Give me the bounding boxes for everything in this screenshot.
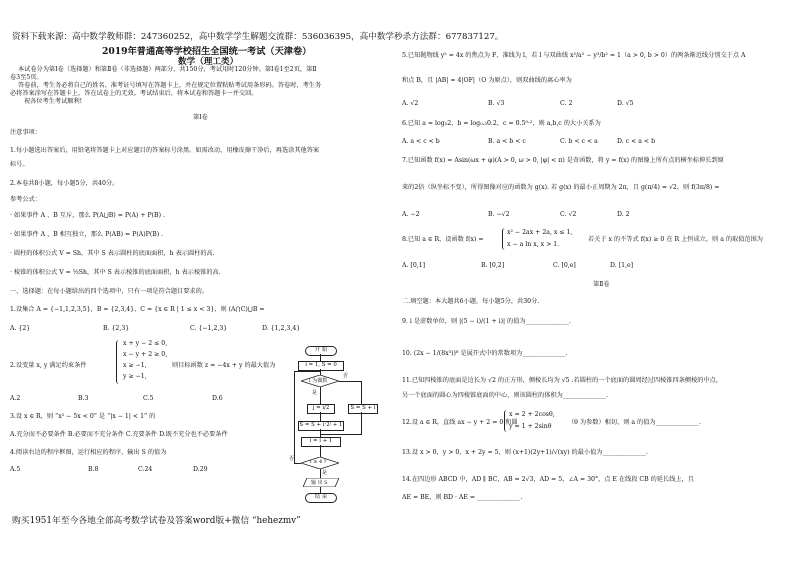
q7-stem-1: 7.已知函数 f(x) = Asin(ωx + φ)(A > 0, ω > 0, |φ| < π) 是奇函数，将 y = f(x) 的图像上所有点的横坐标伸长到原 [402, 157, 724, 164]
q7-stem-2: 来的2倍（纵坐标不变），所得图像对应的函数为 g(x). 若 g(x) 的最小正周期为 2π，且 g(π/4) = √2，则 f(3π/8) = [402, 184, 720, 191]
fc-connector [294, 371, 320, 372]
q2-stem-a: 2.设变量 x, y 满足约束条件 [10, 362, 87, 369]
part1-title: 第Ⅰ卷 [193, 114, 208, 121]
q3-stem: 3.设 x ∈ R，则 “x² − 5x < 0” 是 “|x − 1| < 1” 的 [10, 413, 156, 420]
fc-connector [320, 387, 321, 404]
q7-option-a: A. −2 [402, 211, 420, 218]
q2-constraint-3: x ≥ −1, [123, 362, 147, 369]
q5-stem-1: 5.已知抛物线 y² = 4x 的焦点为 F，准线为 l，若 l 与双曲线 x²/a² − y²/b² = 1（a > 0, b > 0）的两条渐近线分别交于点 A [402, 52, 746, 59]
intro-line-4: 必将答案涂写在答题卡上，答在试卷上的无效。考试结束后，将本试卷和答题卡一并交回。 [10, 90, 258, 97]
fc-cond1-label: i 为偶数 [309, 378, 328, 384]
q4-stem: 4.阅读右边的程序框图，运行相应的程序，输出 S 的值为 [10, 449, 167, 456]
q2-constraint-2: x − y + 2 ≥ 0, [123, 351, 168, 358]
intro-line-3: 答卷前，考生务必将自己的姓名、准考证号填写在答题卡上，并在规定位置粘贴考试用条形码。答卷时，考生务 [18, 82, 322, 89]
fc-yes-label-2: 是 [322, 470, 328, 476]
q1-option-c: C. {−1,2,3} [190, 325, 228, 332]
fc-connector [339, 381, 361, 382]
q7-option-c: C. √2 [560, 211, 577, 218]
q2-option-a: A.2 [10, 395, 21, 402]
q8-option-c: C. [0,e] [553, 262, 576, 269]
notice-ref: 参考公式： [10, 196, 41, 203]
formula-1: · 如果事件 A 、B 互斥，那么 P(A⋃B) = P(A) + P(B) . [10, 212, 165, 219]
q6-stem: 6.已知 a = log₅2，b = log₀.₅0.2，c = 0.5⁰·²，则 a,b,c 的大小关系为 [402, 120, 601, 127]
formula-3: · 圆柱的体积公式 V = Sh，其中 S 表示圆柱的底面面积，h 表示圆柱的高. [10, 250, 215, 257]
q7-option-d: D. 2 [617, 211, 630, 218]
q10: 10. (2x − 1/(8x³))⁸ 是展开式中的常数项为______________. [402, 350, 568, 357]
q2-option-b: B.3 [78, 395, 89, 402]
footer-promo: 购买1951年至今各地全部高考数学试卷及答案word版+微信 “hehezmv” [12, 516, 301, 526]
q5-option-b: B. √3 [488, 100, 505, 107]
q1-stem: 1.设集合 A = {−1,1,2,3,5}，B = {2,3,4}，C = {x ∈ R | 1 ≤ x < 3}，则 (A⋂C)⋃B = [10, 306, 265, 313]
q2-brace [116, 340, 121, 384]
fc-connector [361, 381, 362, 404]
fc-no-label-2: 否 [289, 456, 295, 462]
fc-connector [320, 434, 362, 435]
q4-option-a: A.5 [10, 466, 21, 473]
q8-stem-a: 8.已知 a ∈ R，设函数 f(x) = [402, 236, 484, 243]
fc-end: 结 束 [305, 493, 337, 503]
formula-4: · 棱锥的体积公式 V = ⅓Sh，其中 S 表示棱锥的底面面积，h 表示棱锥的高. [10, 269, 221, 276]
q5-option-a: A. √2 [402, 100, 419, 107]
q14-line-1: 14.在四边形 ABCD 中，AD ∥ BC，AB = 2√3，AD = 5，∠A = 30°，点 E 在线段 CB 的延长线上，且 [402, 476, 694, 483]
fc-connector [320, 429, 321, 437]
q6-option-b: B. a < b < c [488, 138, 526, 145]
fc-no-label: 否 [343, 373, 349, 379]
fc-connector [361, 412, 362, 434]
q12-stem-a: 12.设 a ∈ R，直线 ax − y + 2 = 0 和圆 [402, 419, 518, 426]
fc-connector [320, 445, 321, 457]
q3-options: A.充分而不必要条件 B.必要而不充分条件 C.充要条件 D.既不充分也不必要条件 [10, 431, 228, 438]
paper-title: 2019年普通高等学校招生全国统一考试（天津卷） [102, 46, 312, 57]
fc-s1: S = S + i [348, 404, 378, 414]
fc-connector [320, 469, 321, 478]
q8-case-1: x² − 2ax + 2a, x ≤ 1, [507, 229, 573, 236]
q12-case-2: y = 1 + 2sinθ [509, 423, 552, 430]
q8-stem-b: 若关于 x 的不等式 f(x) ≥ 0 在 R 上恒成立，则 a 的取值范围为 [588, 236, 763, 243]
fc-s2: S = S + i·2ʲ + 1 [298, 421, 344, 431]
q8-option-a: A. [0,1] [402, 262, 426, 269]
q6-option-a: A. a < c < b [402, 138, 440, 145]
fc-connector [320, 412, 321, 421]
section2-heading: 二.填空题：本大题共6小题，每小题5分，共30分. [402, 298, 540, 305]
paper-subject: 数学（理工类） [178, 57, 239, 67]
header-resources: 资料下载来源：高中数学教师群：247360252，高中数学学生解题交流群：536036395，高中数学秒杀方法群：677837127。 [12, 32, 504, 42]
q6-option-d: D. c < a < b [617, 138, 656, 145]
notice-2: 2.本卷共8小题，每小题5分，共40分。 [10, 180, 119, 187]
q8-option-b: B. [0,2] [481, 262, 505, 269]
q8-case-2: x − a ln x, x > 1. [507, 241, 560, 248]
q5-stem-2: 和点 B，且 |AB| = 4|OF|（O 为原点），则双曲线的离心率为 [402, 77, 572, 84]
formula-2: · 如果事件 A 、B 相互独立，那么 P(AB) = P(A)P(B) . [10, 231, 164, 238]
q7-option-b: B. −√2 [488, 211, 510, 218]
section1-heading: 一、选择题：在每小题给出的四个选项中，只有一项是符合题目要求的。 [10, 288, 208, 295]
q12-case-1: x = 2 + 2cosθ, [509, 411, 555, 418]
notice-1b: 标号。 [10, 161, 29, 168]
fc-connector [320, 354, 321, 361]
q8-option-d: D. [1,e] [610, 262, 634, 269]
notice-1: 1.每小题选出答案后，用铅笔将答题卡上对应题目的答案标号涂黑。如需改动，用橡皮擦干净后，再选涂其他答案 [10, 147, 320, 154]
q5-option-d: D. √5 [617, 100, 634, 107]
q2-option-d: D.6 [212, 395, 223, 402]
fc-j: j = i/2 [307, 404, 335, 414]
q6-option-c: C. b < c < a [560, 138, 598, 145]
q11-line-1: 11.已知四棱锥的底面是边长为 √2 的正方形，侧棱长均为 √5 .若圆柱的一个底面的圆周经过四棱锥四条侧棱的中点， [402, 377, 723, 384]
fc-output-label: 输 出 S [311, 480, 328, 486]
q5-option-c: C. 2 [560, 100, 573, 107]
q14-line-2: AE = BE，则 BD · AE = ______________. [402, 494, 523, 501]
q9: 9. i 是虚数单位，则 |(5 − i)/(1 + i)| 的值为______________. [402, 318, 571, 325]
q1-option-a: A. {2} [10, 325, 31, 332]
q13: 13.设 x > 0，y > 0，x + 2y = 5，则 (x+1)(2y+1)/√(xy) 的最小值为______________. [402, 449, 648, 456]
fc-cond2-label: i ≥ 4 ? [310, 459, 327, 465]
fc-inc: i = i + 1 [301, 437, 341, 447]
intro-line-5: 祝各位考生考试顺利! [24, 98, 83, 105]
fc-init: i = 1, S = 0 [298, 361, 344, 371]
intro-line-1: 本试卷分为第Ⅰ卷（选择题）和第Ⅱ卷（非选择题）两部分，共150分，考试用时120分钟。第Ⅰ卷1至2页，第Ⅱ [18, 66, 317, 73]
q4-option-b: B.8 [88, 466, 99, 473]
fc-start: 开 始 [305, 346, 337, 356]
q4-option-c: C.24 [138, 466, 153, 473]
q12-stem-b: （θ 为参数）相切，则 a 的值为______________. [568, 419, 701, 426]
q11-line-2: 另一个底面的圆心为四棱锥底面的中心，则该圆柱的体积为______________. [402, 392, 609, 399]
q2-constraint-4: y ≥ −1, [123, 373, 147, 380]
q4-option-d: D.29 [193, 466, 208, 473]
q1-option-b: B. {2,3} [103, 325, 130, 332]
q2-constraint-1: x + y − 2 ≤ 0, [123, 340, 168, 347]
q1-option-d: D. {1,2,3,4} [262, 325, 301, 332]
notice-title: 注意事项： [10, 129, 41, 136]
fc-connector [294, 463, 301, 464]
q2-option-c: C.5 [143, 395, 154, 402]
fc-yes-label: 是 [312, 390, 318, 396]
intro-line-2: 卷3至5页。 [10, 74, 43, 81]
q2-stem-b: 则目标函数 z = −4x + y 的最大值为 [172, 362, 276, 369]
fc-connector [294, 371, 295, 463]
part2-title: 第Ⅱ卷 [593, 281, 610, 288]
